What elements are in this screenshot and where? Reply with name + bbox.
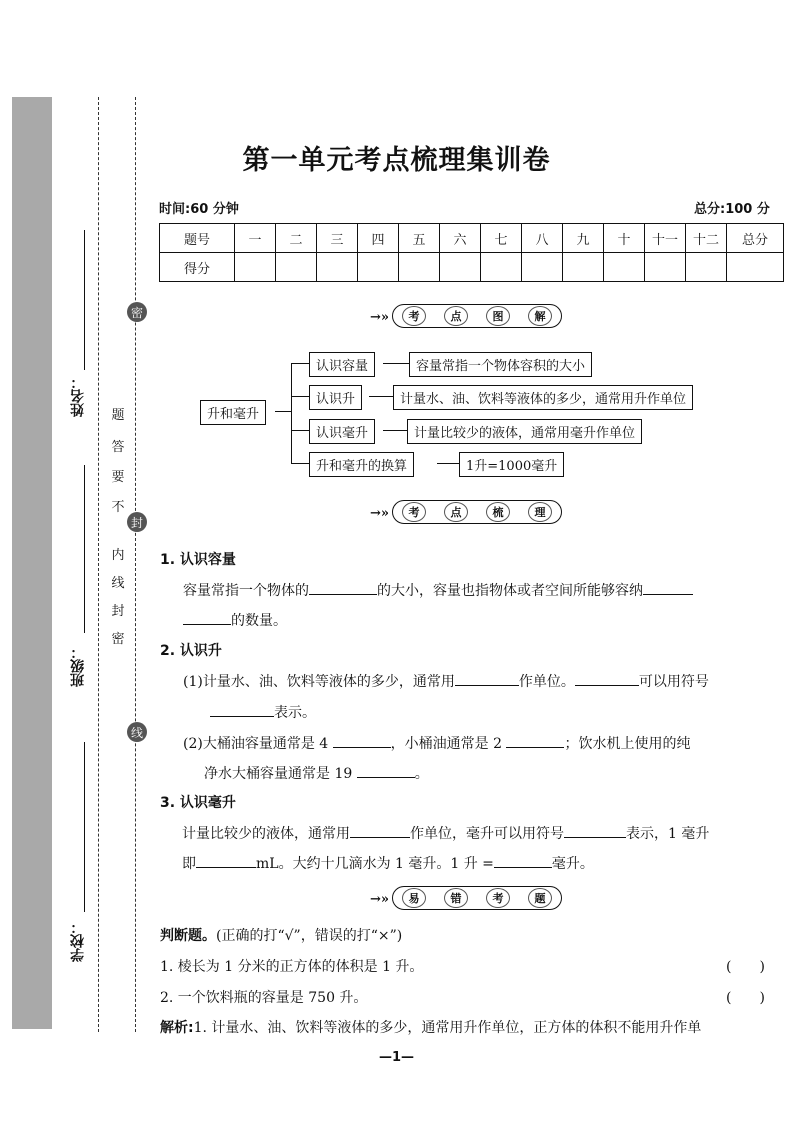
- banner-yicuo-kaoti: [370, 886, 570, 910]
- text-run: 表示，1 毫升: [626, 826, 710, 842]
- table-cell: 十二: [686, 224, 727, 253]
- table-cell: 九: [563, 224, 604, 253]
- class-label: 班级：: [70, 645, 86, 687]
- table-cell: 三: [317, 224, 358, 253]
- section3-line2: [182, 853, 594, 874]
- mindmap-node-liter: 认识升: [309, 385, 362, 410]
- banner-box: [392, 886, 562, 910]
- seal-mi: 密: [127, 302, 147, 322]
- connector-line: [383, 430, 407, 431]
- answer-bracket[interactable]: ( ): [726, 990, 765, 1006]
- table-cell: 五: [399, 224, 440, 253]
- judge-heading: 判断题。: [160, 928, 216, 944]
- connector-line: [291, 363, 309, 364]
- text-run: 作单位。: [518, 674, 575, 690]
- text-run: 净水大桶容量通常是 19: [204, 766, 353, 782]
- banner-char: 理: [528, 502, 552, 522]
- notice-char: 密: [111, 632, 125, 647]
- table-cell: 二: [276, 224, 317, 253]
- score-cell: [522, 253, 563, 282]
- notice-char: 不: [111, 500, 125, 515]
- banner-box: [392, 500, 562, 524]
- name-line: [84, 230, 85, 370]
- seal-xian: 线: [127, 722, 147, 742]
- notice-char: 答: [111, 440, 125, 455]
- answer-blank[interactable]: [350, 823, 410, 838]
- table-cell: 四: [358, 224, 399, 253]
- answer-blank[interactable]: [564, 823, 626, 838]
- analysis-line: [160, 1018, 701, 1038]
- time-limit: 时间:60 分钟: [159, 202, 239, 217]
- section-heading-capacity: 1. 认识容量: [160, 552, 236, 568]
- name-label: 姓名：: [70, 375, 86, 417]
- section1-line2: [183, 610, 287, 631]
- score-table-header-row: [160, 224, 784, 253]
- score-cell: [604, 253, 645, 282]
- connector-line: [291, 396, 309, 397]
- banner-char: 图: [486, 306, 510, 326]
- school-label: 学校：: [70, 920, 86, 962]
- binding-strip: [12, 97, 52, 1029]
- text-run: 可以用符号: [638, 674, 709, 690]
- connector-line: [275, 411, 291, 412]
- answer-bracket[interactable]: ( ): [726, 959, 765, 975]
- answer-blank[interactable]: [196, 853, 256, 868]
- section2-p2-line2: [204, 763, 429, 784]
- judge-heading-line: [160, 926, 402, 946]
- banner-char: 考: [402, 306, 426, 326]
- text-run: 即: [182, 856, 196, 872]
- section2-p2-line1: [183, 733, 690, 754]
- arrow-icon: →»: [370, 310, 390, 325]
- banner-char: 梳: [486, 502, 510, 522]
- score-cell: [645, 253, 686, 282]
- page-title: 第一单元考点梳理集训卷: [242, 145, 551, 176]
- text-run: mL。大约十几滴水为 1 毫升。1 升 =: [256, 856, 494, 872]
- answer-blank[interactable]: [309, 580, 377, 595]
- text-run: 作单位，毫升可以用符号: [410, 826, 564, 842]
- score-cell: [399, 253, 440, 282]
- score-cell: [235, 253, 276, 282]
- answer-blank[interactable]: [455, 671, 519, 686]
- mindmap-node-conversion: 升和毫升的换算: [309, 452, 414, 477]
- answer-blank[interactable]: [333, 733, 391, 748]
- answer-blank[interactable]: [643, 580, 693, 595]
- table-cell: 十: [604, 224, 645, 253]
- score-cell: [686, 253, 727, 282]
- arrow-icon: →»: [370, 892, 390, 907]
- section2-p1-line2: [210, 702, 316, 723]
- score-cell: [481, 253, 522, 282]
- judge-note: (正确的打“√”，错误的打“×”): [216, 928, 403, 944]
- section2-p1-line1: [183, 671, 709, 692]
- connector-line: [291, 463, 309, 464]
- seal-feng: 封: [127, 512, 147, 532]
- banner-char: 易: [402, 888, 426, 908]
- connector-line: [383, 363, 409, 364]
- arrow-icon: →»: [370, 506, 390, 521]
- banner-kaodian-tujie: [370, 304, 570, 328]
- banner-char: 考: [402, 502, 426, 522]
- section3-line1: [182, 823, 709, 844]
- table-cell: 题号: [160, 224, 235, 253]
- table-cell: 六: [440, 224, 481, 253]
- text-run: 表示。: [274, 705, 316, 721]
- mindmap-desc-liter: 计量水、油、饮料等液体的多少，通常用升作单位: [393, 385, 693, 410]
- text-run: 的数量。: [231, 613, 287, 629]
- score-table: [159, 223, 784, 282]
- banner-char: 考: [486, 888, 510, 908]
- banner-kaodian-shuli: [370, 500, 570, 524]
- score-cell: [440, 253, 481, 282]
- text-run: (2)大桶油容量通常是 4: [183, 736, 329, 752]
- banner-char: 点: [444, 306, 468, 326]
- banner-char: 解: [528, 306, 552, 326]
- answer-blank[interactable]: [494, 853, 552, 868]
- section-heading-milliliter: 3. 认识毫升: [160, 795, 236, 811]
- notice-char: 封: [111, 604, 125, 619]
- total-score: 总分:100 分: [694, 202, 770, 217]
- table-cell: 得分: [160, 253, 235, 282]
- notice-char: 内: [111, 548, 125, 563]
- score-table-score-row: [160, 253, 784, 282]
- text-run: 毫升。: [551, 856, 594, 872]
- answer-blank[interactable]: [575, 671, 639, 686]
- text-run: (1)计量水、油、饮料等液体的多少，通常用: [183, 674, 455, 690]
- binding-dashed-line-inner: [135, 97, 136, 1032]
- mindmap-desc-milliliter: 计量比较少的液体，通常用毫升作单位: [407, 419, 642, 444]
- section-heading-liter: 2. 认识升: [160, 643, 222, 659]
- mindmap-desc-conversion: 1升=1000毫升: [459, 452, 564, 477]
- table-cell: 八: [522, 224, 563, 253]
- text-run: ，小桶油通常是 2: [390, 736, 503, 752]
- connector-line: [437, 463, 459, 464]
- banner-char: 题: [528, 888, 552, 908]
- answer-blank[interactable]: [357, 763, 415, 778]
- mindmap-node-capacity: 认识容量: [309, 352, 375, 377]
- connector-line: [291, 363, 292, 463]
- school-line: [84, 742, 85, 912]
- notice-char: 线: [111, 576, 125, 591]
- binding-dashed-line-outer: [98, 97, 99, 1032]
- mindmap-node-milliliter: 认识毫升: [309, 419, 375, 444]
- section1-line1: [183, 580, 693, 601]
- score-cell: [727, 253, 784, 282]
- judge-item-1: 1. 棱长为 1 分米的正方体的体积是 1 升。: [160, 959, 424, 975]
- banner-char: 点: [444, 502, 468, 522]
- mindmap-root: 升和毫升: [200, 400, 266, 425]
- answer-blank[interactable]: [506, 733, 564, 748]
- notice-char: 题: [111, 408, 125, 423]
- page-number: —1—: [378, 1050, 415, 1065]
- score-cell: [276, 253, 317, 282]
- text-run: 计量比较少的液体，通常用: [182, 826, 350, 842]
- table-cell: 七: [481, 224, 522, 253]
- banner-box: [392, 304, 562, 328]
- table-cell: 十一: [645, 224, 686, 253]
- analysis-label: 解析:: [160, 1020, 194, 1036]
- score-cell: [358, 253, 399, 282]
- connector-line: [291, 430, 309, 431]
- analysis-text: 1. 计量水、油、饮料等液体的多少，通常用升作单位，正方体的体积不能用升作单: [193, 1020, 702, 1036]
- table-cell: 一: [235, 224, 276, 253]
- text-run: 的大小，容量也指物体或者空间所能够容纳: [377, 583, 643, 599]
- score-cell: [563, 253, 604, 282]
- notice-char: 要: [111, 470, 125, 485]
- answer-blank[interactable]: [210, 702, 274, 717]
- connector-line: [369, 396, 393, 397]
- banner-char: 错: [444, 888, 468, 908]
- text-run: ；饮水机上使用的纯: [564, 736, 691, 752]
- score-cell: [317, 253, 358, 282]
- judge-item-2: 2. 一个饮料瓶的容量是 750 升。: [160, 990, 368, 1006]
- text-run: 容量常指一个物体的: [183, 583, 309, 599]
- table-cell: 总分: [727, 224, 784, 253]
- text-run: 。: [414, 766, 429, 782]
- mindmap-desc-capacity: 容量常指一个物体容积的大小: [409, 352, 592, 377]
- answer-blank[interactable]: [183, 610, 231, 625]
- class-line: [84, 465, 85, 633]
